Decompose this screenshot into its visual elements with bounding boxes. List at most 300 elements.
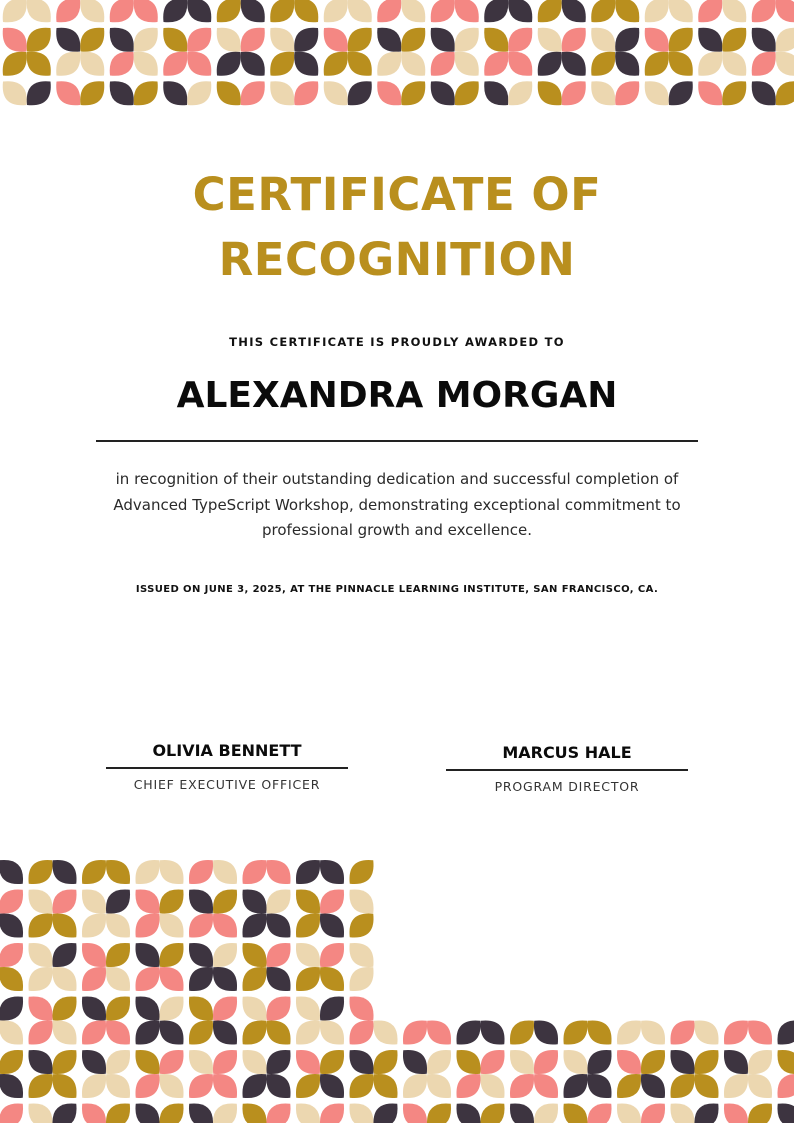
petal-shape xyxy=(698,0,722,22)
petal-shape xyxy=(510,1050,534,1074)
petal-shape xyxy=(159,913,183,937)
petal-shape xyxy=(56,28,80,52)
petal-shape xyxy=(0,860,23,884)
petal-shape xyxy=(669,0,693,22)
petal-shape xyxy=(320,860,344,884)
petal-shape xyxy=(748,1020,772,1044)
petal-shape xyxy=(510,1103,534,1123)
petal-shape xyxy=(776,0,794,22)
signature-line xyxy=(106,767,348,769)
petal-shape xyxy=(163,28,187,52)
petal-shape xyxy=(270,81,294,105)
petal-shape xyxy=(163,81,187,105)
petal-shape xyxy=(320,1103,344,1123)
petal-shape xyxy=(348,81,372,105)
petal-shape xyxy=(480,1020,504,1044)
petal-shape xyxy=(80,28,104,52)
petal-shape xyxy=(538,81,562,105)
petal-shape xyxy=(455,81,479,105)
petal-shape xyxy=(213,967,237,991)
petal-shape xyxy=(320,889,344,913)
petal-shape xyxy=(480,1103,504,1123)
petal-shape xyxy=(455,28,479,52)
petal-shape xyxy=(3,0,27,22)
signatory-name: OLIVIA BENNETT xyxy=(152,741,302,760)
petal-shape xyxy=(266,967,290,991)
petal-shape xyxy=(27,52,51,76)
petal-shape xyxy=(296,1074,320,1098)
petal-shape xyxy=(563,1074,587,1098)
petal-shape xyxy=(349,996,373,1020)
petal-shape xyxy=(748,1074,772,1098)
petal-shape xyxy=(373,1103,397,1123)
petal-shape xyxy=(377,0,401,22)
petal-shape xyxy=(242,889,266,913)
petal-shape xyxy=(106,943,130,967)
petal-shape xyxy=(534,1020,558,1044)
petal-shape xyxy=(135,1074,159,1098)
petal-shape xyxy=(106,1074,130,1098)
petal-shape xyxy=(587,1074,611,1098)
petal-shape xyxy=(694,1074,718,1098)
petal-shape xyxy=(52,943,76,967)
petal-shape xyxy=(324,28,348,52)
petal-shape xyxy=(670,1074,694,1098)
petal-shape xyxy=(508,52,532,76)
petal-shape xyxy=(242,1074,266,1098)
petal-shape xyxy=(28,1050,52,1074)
petal-shape xyxy=(484,0,508,22)
petal-shape xyxy=(82,1103,106,1123)
petal-shape xyxy=(189,1020,213,1044)
petal-shape xyxy=(82,860,106,884)
petal-shape xyxy=(213,943,237,967)
petal-shape xyxy=(456,1050,480,1074)
petal-shape xyxy=(401,81,425,105)
petal-shape xyxy=(189,889,213,913)
petal-shape xyxy=(213,1020,237,1044)
petal-shape xyxy=(52,1103,76,1123)
petal-shape xyxy=(189,943,213,967)
petal-shape xyxy=(320,943,344,967)
awarded-to-label: THIS CERTIFICATE IS PROUDLY AWARDED TO xyxy=(229,335,565,349)
petal-shape xyxy=(217,52,241,76)
petal-shape xyxy=(0,943,23,967)
petal-shape xyxy=(349,943,373,967)
petal-shape xyxy=(670,1020,694,1044)
petal-shape xyxy=(591,28,615,52)
petal-shape xyxy=(28,996,52,1020)
petal-shape xyxy=(349,1020,373,1044)
petal-shape xyxy=(752,0,776,22)
petal-shape xyxy=(296,1020,320,1044)
petal-shape xyxy=(296,889,320,913)
petal-shape xyxy=(106,1103,130,1123)
petal-shape xyxy=(724,1074,748,1098)
certificate-title-line1: CERTIFICATE OF xyxy=(192,168,602,221)
petal-shape xyxy=(242,1050,266,1074)
petal-shape xyxy=(480,1050,504,1074)
petal-shape xyxy=(134,28,158,52)
petal-shape xyxy=(349,860,373,884)
petal-shape xyxy=(56,0,80,22)
signature-block-right xyxy=(446,745,688,794)
top-petal-border xyxy=(0,0,794,105)
petal-shape xyxy=(349,967,373,991)
petal-shape xyxy=(722,52,746,76)
petal-shape xyxy=(82,967,106,991)
petal-shape xyxy=(106,1050,130,1074)
petal-shape xyxy=(159,996,183,1020)
petal-shape xyxy=(591,0,615,22)
petal-shape xyxy=(508,28,532,52)
petal-shape xyxy=(722,28,746,52)
petal-shape xyxy=(106,860,130,884)
petal-shape xyxy=(724,1020,748,1044)
petal-shape xyxy=(242,996,266,1020)
petal-shape xyxy=(213,860,237,884)
petal-shape xyxy=(777,1103,794,1123)
petal-shape xyxy=(28,1020,52,1044)
petal-shape xyxy=(159,943,183,967)
petal-shape xyxy=(615,28,639,52)
petal-shape xyxy=(480,1074,504,1098)
petal-shape xyxy=(587,1050,611,1074)
petal-shape xyxy=(213,1050,237,1074)
recipient-underline xyxy=(96,440,698,442)
petal-shape xyxy=(56,81,80,105)
petal-shape xyxy=(134,0,158,22)
petal-shape xyxy=(159,1103,183,1123)
petal-shape xyxy=(349,889,373,913)
petal-shape xyxy=(320,1020,344,1044)
petal-shape xyxy=(348,28,372,52)
petal-shape xyxy=(106,1020,130,1044)
petal-shape xyxy=(427,1020,451,1044)
petal-shape xyxy=(135,943,159,967)
petal-shape xyxy=(213,1103,237,1123)
petal-shape xyxy=(80,0,104,22)
petal-shape xyxy=(320,913,344,937)
petal-shape xyxy=(324,0,348,22)
petal-shape xyxy=(0,996,23,1020)
petal-shape xyxy=(641,1020,665,1044)
petal-shape xyxy=(698,81,722,105)
petal-shape xyxy=(348,52,372,76)
petal-shape xyxy=(110,0,134,22)
petal-shape xyxy=(296,1050,320,1074)
petal-shape xyxy=(431,0,455,22)
petal-shape xyxy=(3,28,27,52)
petal-shape xyxy=(242,1103,266,1123)
recipient-name: ALEXANDRA MORGAN xyxy=(176,375,618,416)
petal-shape xyxy=(213,996,237,1020)
petal-shape xyxy=(189,1103,213,1123)
petal-shape xyxy=(563,1050,587,1074)
petal-shape xyxy=(80,52,104,76)
petal-shape xyxy=(320,1074,344,1098)
petal-shape xyxy=(587,1103,611,1123)
petal-shape xyxy=(484,28,508,52)
petal-shape xyxy=(431,52,455,76)
recognition-description: in recognition of their outstanding dedication and successful completion of Advanced TypeScript Workshop, demonstrating exceptional commitment to professional growth and excellence. xyxy=(113,470,681,539)
petal-shape xyxy=(538,28,562,52)
petal-shape xyxy=(266,943,290,967)
petal-shape xyxy=(403,1050,427,1074)
petal-shape xyxy=(213,1074,237,1098)
petal-shape xyxy=(110,28,134,52)
petal-shape xyxy=(427,1074,451,1098)
petal-shape xyxy=(80,81,104,105)
petal-shape xyxy=(562,28,586,52)
petal-shape xyxy=(189,1050,213,1074)
petal-shape xyxy=(431,28,455,52)
petal-shape xyxy=(427,1103,451,1123)
petal-shape xyxy=(752,81,776,105)
petal-shape xyxy=(217,81,241,105)
petal-shape xyxy=(403,1020,427,1044)
petal-shape xyxy=(82,1050,106,1074)
petal-shape xyxy=(669,81,693,105)
petal-shape xyxy=(324,52,348,76)
petal-shape xyxy=(52,967,76,991)
petal-shape xyxy=(56,52,80,76)
petal-shape xyxy=(534,1050,558,1074)
petal-shape xyxy=(110,52,134,76)
petal-shape xyxy=(187,28,211,52)
petal-shape xyxy=(563,1020,587,1044)
petal-shape xyxy=(0,1050,23,1074)
petal-shape xyxy=(0,889,23,913)
petal-shape xyxy=(296,860,320,884)
petal-shape xyxy=(401,0,425,22)
petal-shape xyxy=(320,967,344,991)
petal-shape xyxy=(270,52,294,76)
petal-shape xyxy=(427,1050,451,1074)
petal-shape xyxy=(777,1020,794,1044)
petal-shape xyxy=(135,996,159,1020)
petal-shape xyxy=(28,1103,52,1123)
petal-shape xyxy=(266,860,290,884)
petal-shape xyxy=(591,81,615,105)
petal-shape xyxy=(373,1020,397,1044)
petal-shape xyxy=(508,81,532,105)
petal-shape xyxy=(187,0,211,22)
bottom-petal-border xyxy=(0,860,794,1123)
petal-shape xyxy=(401,52,425,76)
petal-shape xyxy=(82,1020,106,1044)
petal-shape xyxy=(159,1020,183,1044)
petal-shape xyxy=(591,52,615,76)
petal-shape xyxy=(562,81,586,105)
petal-shape xyxy=(776,81,794,105)
petal-shape xyxy=(722,81,746,105)
petal-shape xyxy=(617,1050,641,1074)
petal-shape xyxy=(296,1103,320,1123)
petal-shape xyxy=(0,967,23,991)
petal-shape xyxy=(296,913,320,937)
petal-shape xyxy=(28,1074,52,1098)
petal-shape xyxy=(270,0,294,22)
petal-shape xyxy=(82,913,106,937)
petal-shape xyxy=(134,52,158,76)
petal-shape xyxy=(3,52,27,76)
petal-shape xyxy=(0,1103,23,1123)
petal-shape xyxy=(484,81,508,105)
petal-shape xyxy=(320,1050,344,1074)
petal-shape xyxy=(27,81,51,105)
petal-shape xyxy=(52,1050,76,1074)
petal-shape xyxy=(641,1103,665,1123)
petal-shape xyxy=(135,860,159,884)
petal-shape xyxy=(698,52,722,76)
petal-shape xyxy=(189,967,213,991)
petal-shape xyxy=(266,1074,290,1098)
petal-shape xyxy=(28,943,52,967)
petal-shape xyxy=(617,1103,641,1123)
petal-shape xyxy=(670,1103,694,1123)
issued-statement: ISSUED ON JUNE 3, 2025, AT THE PINNACLE LEARNING INSTITUTE, SAN FRANCISCO, CA. xyxy=(135,584,659,595)
petal-shape xyxy=(403,1103,427,1123)
petal-shape xyxy=(135,913,159,937)
petal-shape xyxy=(242,860,266,884)
petal-shape xyxy=(320,996,344,1020)
petal-shape xyxy=(645,81,669,105)
petal-shape xyxy=(52,913,76,937)
petal-shape xyxy=(242,967,266,991)
petal-shape xyxy=(52,1074,76,1098)
petal-shape xyxy=(534,1103,558,1123)
petal-shape xyxy=(159,860,183,884)
petal-shape xyxy=(106,889,130,913)
petal-shape xyxy=(0,1074,23,1098)
petal-shape xyxy=(242,913,266,937)
petal-shape xyxy=(217,0,241,22)
petal-shape xyxy=(645,0,669,22)
signatory-title: PROGRAM DIRECTOR xyxy=(494,779,640,794)
petal-shape xyxy=(266,1050,290,1074)
petal-shape xyxy=(694,1020,718,1044)
petal-shape xyxy=(722,0,746,22)
petal-shape xyxy=(106,913,130,937)
petal-shape xyxy=(135,1020,159,1044)
petal-shape xyxy=(266,889,290,913)
petal-shape xyxy=(349,1074,373,1098)
signatory-name: MARCUS HALE xyxy=(502,743,632,762)
petal-shape xyxy=(776,28,794,52)
petal-shape xyxy=(641,1050,665,1074)
petal-shape xyxy=(752,28,776,52)
petal-shape xyxy=(456,1103,480,1123)
petal-shape xyxy=(266,913,290,937)
petal-shape xyxy=(242,1020,266,1044)
petal-shape xyxy=(456,1020,480,1044)
petal-shape xyxy=(324,81,348,105)
petal-shape xyxy=(587,1020,611,1044)
petal-shape xyxy=(510,1074,534,1098)
petal-shape xyxy=(52,860,76,884)
petal-shape xyxy=(645,52,669,76)
petal-shape xyxy=(617,1020,641,1044)
petal-shape xyxy=(52,1020,76,1044)
petal-shape xyxy=(724,1103,748,1123)
petal-shape xyxy=(296,996,320,1020)
petal-shape xyxy=(135,1103,159,1123)
petal-shape xyxy=(52,996,76,1020)
petal-shape xyxy=(455,0,479,22)
petal-shape xyxy=(159,889,183,913)
petal-shape xyxy=(27,0,51,22)
petal-shape xyxy=(724,1050,748,1074)
petal-shape xyxy=(28,913,52,937)
petal-shape xyxy=(241,52,265,76)
petal-shape xyxy=(189,996,213,1020)
petal-shape xyxy=(241,81,265,105)
petal-shape xyxy=(538,0,562,22)
petal-shape xyxy=(28,889,52,913)
petal-shape xyxy=(187,52,211,76)
petal-shape xyxy=(294,81,318,105)
petal-shape xyxy=(752,52,776,76)
petal-shape xyxy=(28,860,52,884)
petal-shape xyxy=(0,913,23,937)
petal-shape xyxy=(187,81,211,105)
petal-shape xyxy=(431,81,455,105)
petal-shape xyxy=(52,889,76,913)
petal-shape xyxy=(0,1020,23,1044)
petal-shape xyxy=(159,1050,183,1074)
petal-shape xyxy=(82,889,106,913)
petal-shape xyxy=(189,860,213,884)
petal-shape xyxy=(241,28,265,52)
petal-shape xyxy=(349,1103,373,1123)
petal-shape xyxy=(217,28,241,52)
petal-shape xyxy=(748,1050,772,1074)
petal-shape xyxy=(777,1074,794,1098)
petal-shape xyxy=(669,52,693,76)
petal-shape xyxy=(373,1074,397,1098)
petal-shape xyxy=(189,913,213,937)
petal-shape xyxy=(159,967,183,991)
signature-line xyxy=(446,769,688,771)
petal-shape xyxy=(748,1103,772,1123)
petal-shape xyxy=(294,0,318,22)
petal-shape xyxy=(266,1103,290,1123)
petal-shape xyxy=(82,943,106,967)
signature-block-left xyxy=(106,743,348,792)
petal-shape xyxy=(296,967,320,991)
petal-shape xyxy=(617,1074,641,1098)
petal-shape xyxy=(615,52,639,76)
petal-shape xyxy=(615,0,639,22)
petal-shape xyxy=(510,1020,534,1044)
petal-shape xyxy=(296,943,320,967)
petal-shape xyxy=(82,996,106,1020)
petal-shape xyxy=(294,52,318,76)
petal-shape xyxy=(27,28,51,52)
petal-shape xyxy=(189,1074,213,1098)
petal-shape xyxy=(213,913,237,937)
petal-shape xyxy=(401,28,425,52)
petal-shape xyxy=(534,1074,558,1098)
petal-shape xyxy=(3,81,27,105)
petal-shape xyxy=(134,81,158,105)
petal-shape xyxy=(698,28,722,52)
petal-shape xyxy=(456,1074,480,1098)
petal-shape xyxy=(163,0,187,22)
petal-shape xyxy=(403,1074,427,1098)
petal-shape xyxy=(348,0,372,22)
